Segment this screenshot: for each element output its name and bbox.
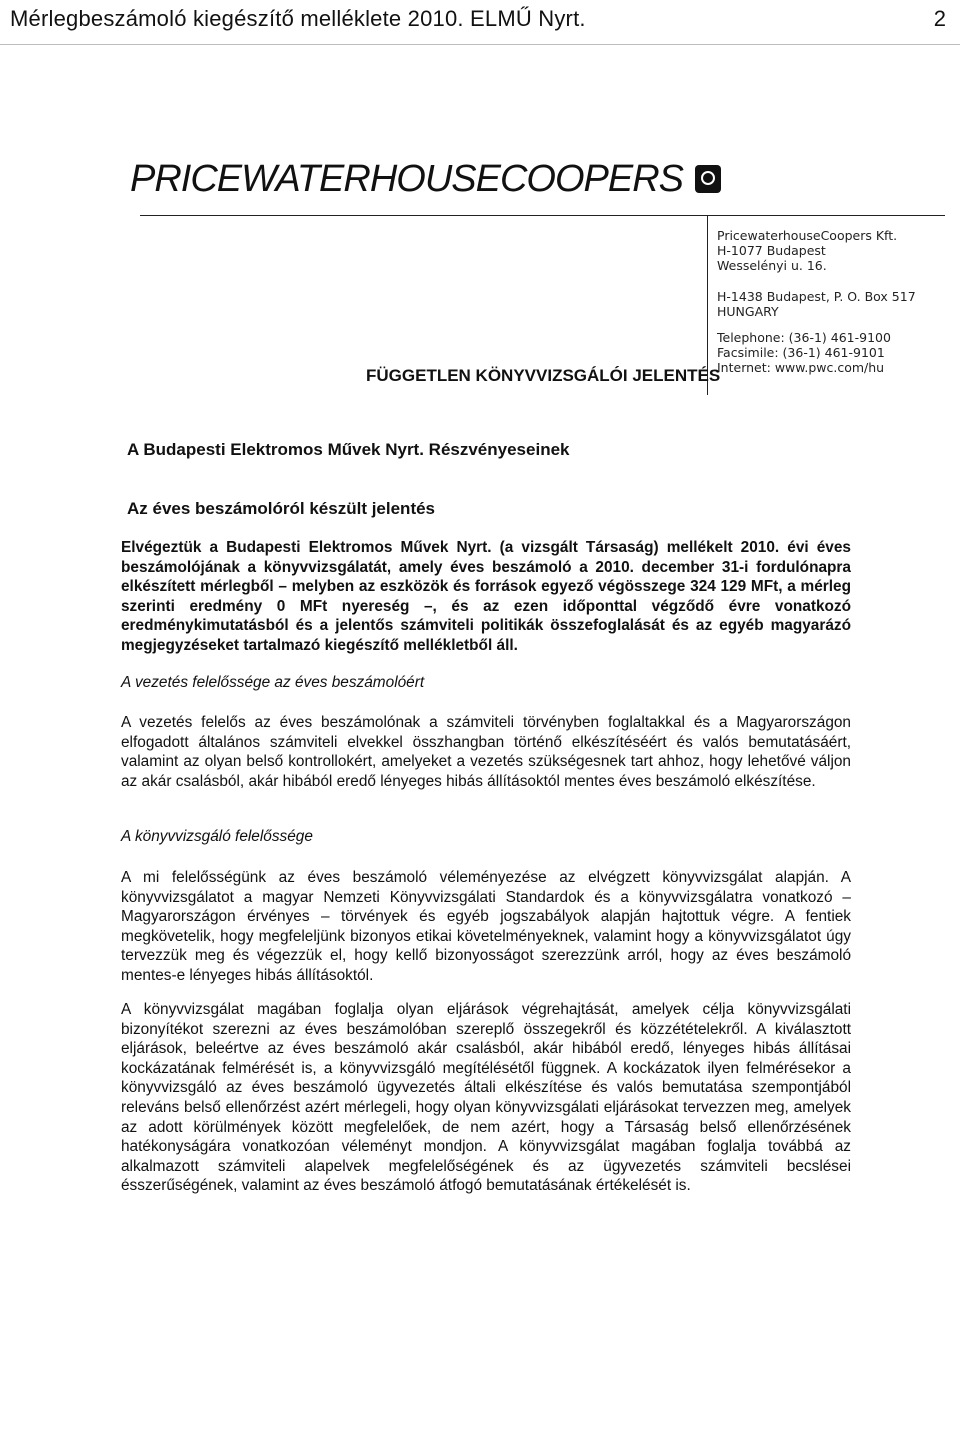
firm-po-box: H-1438 Budapest, P. O. Box 517 — [717, 289, 916, 304]
page-header — [0, 0, 960, 45]
firm-country: HUNGARY — [717, 304, 779, 319]
firm-facsimile: Facsimile: (36-1) 461-9101 — [717, 345, 885, 360]
auditor-paragraph-2: A könyvvizsgálat magában foglalja olyan eljárások végrehajtását, amelyek célja könyvvizsgálati bizonyítékot szerezni az éves beszámolóban szereplő összegekről és közzétételekről. A kiválasztott eljárások, beleértve az éves beszámoló akár csalásból, akár hibából eredő, lényeges hibás állításai kockázatának felmérését is, a könyvvizsgáló megítélésétől függnek. A kockázatok ilyen felmérésekor a könyvvizsgáló az éves beszámoló ügyvezetés általi elkészítése és valós bemutatása szempontjából releváns belső ellenőrzést azért mérlegeli, hogy olyan könyvvizsgálati eljárásokat tervezzen meg, amelyek az adott körülmények között megfelelőek, de nem azért, hogy a Társaság belső ellenőrzésének hatékonyságára vonatkozóan véleményt mondjon. A könyvvizsgálat magában foglalja továbbá az alkalmazott számviteli alapelvek megfelelőségének és az ügyvezetés számviteli becslései ésszerűségének, valamint az éves beszámoló átfogó bemutatásának értékelését is. — [121, 1001, 851, 1195]
firm-contact-block — [717, 330, 891, 375]
addressee: A Budapesti Elektromos Művek Nyrt. Részvényeseinek — [127, 440, 570, 459]
firm-address-block-1 — [717, 228, 897, 273]
auditor-heading: A könyvvizsgáló felelőssége — [121, 828, 313, 845]
management-heading: A vezetés felelőssége az éves beszámolóért — [121, 674, 425, 691]
document-title: Mérlegbeszámoló kiegészítő melléklete 2010. ELMŰ Nyrt. — [10, 6, 586, 31]
pwc-logo — [130, 158, 721, 201]
logo-text: PRICEWATERHOUSECOOPERS — [130, 158, 684, 200]
section-title: Az éves beszámolóról készült jelentés — [127, 499, 436, 518]
logo-mark-icon — [695, 165, 721, 193]
report-title: FÜGGETLEN KÖNYVVIZSGÁLÓI JELENTÉS — [366, 366, 721, 385]
firm-street-city: H-1077 Budapest — [717, 243, 826, 258]
intro-paragraph: Elvégeztük a Budapesti Elektromos Művek Nyrt. (a vizsgált Társaság) mellékelt 2010. évi éves beszámolójának a könyvvizsgálatát, amely éves beszámoló a 2010. december 31-i fordulónapra elkészített mérlegből – melyben az eszközök és források egyező végösszege 324 129 MFt, a mérleg szerinti eredmény 0 MFt nyereség –, és az ezen időponttal végződő évre vonatkozó eredménykimutatásból és a jelentős számviteli politikák összefoglalását és az egyéb magyarázó megjegyzéseket tartalmazó kiegészítő mellékletből áll. — [121, 539, 851, 654]
management-paragraph: A vezetés felelős az éves beszámolónak a számviteli törvényben foglaltakkal és a Magyarországon elfogadott általános számviteli elvekkel összhangban történő elkészítéséért és valós bemutatásáért, valamint az olyan belső kontrollokért, amelyeket a vezetés szükségesnek tart ahhoz, hogy lehetővé váljon az akár csalásból, akár hibából eredő lényeges hibás állításoktól mentes éves beszámoló elkészítése. — [121, 714, 851, 790]
firm-company-name: PricewaterhouseCoopers Kft. — [717, 228, 898, 243]
page-number: 2 — [933, 6, 946, 31]
firm-internet: Internet: www.pwc.com/hu — [717, 360, 885, 375]
header-divider — [140, 215, 945, 216]
firm-telephone: Telephone: (36-1) 461-9100 — [717, 330, 891, 345]
firm-address-block-2 — [717, 289, 916, 319]
firm-street: Wesselényi u. 16. — [717, 258, 827, 273]
auditor-paragraph-1: A mi felelősségünk az éves beszámoló véleményezése az elvégzett könyvvizsgálat alapján. A könyvvizsgálatot a magyar Nemzeti Könyvvizsgálati Standardok és a könyvvizsgálatra vonatkozó – Magyarországon érvényes – törvények és egyéb jogszabályok alapján hajtottuk végre. A fentiek megkövetelik, hogy megfeleljünk bizonyos etikai követelményeknek, valamint hogy a könyvvizsgálatot úgy tervezzük meg és végezzük el, hogy kellő bizonyosságot szerezzünk arról, hogy az éves beszámoló mentes-e lényeges hibás állításoktól. — [121, 869, 851, 984]
